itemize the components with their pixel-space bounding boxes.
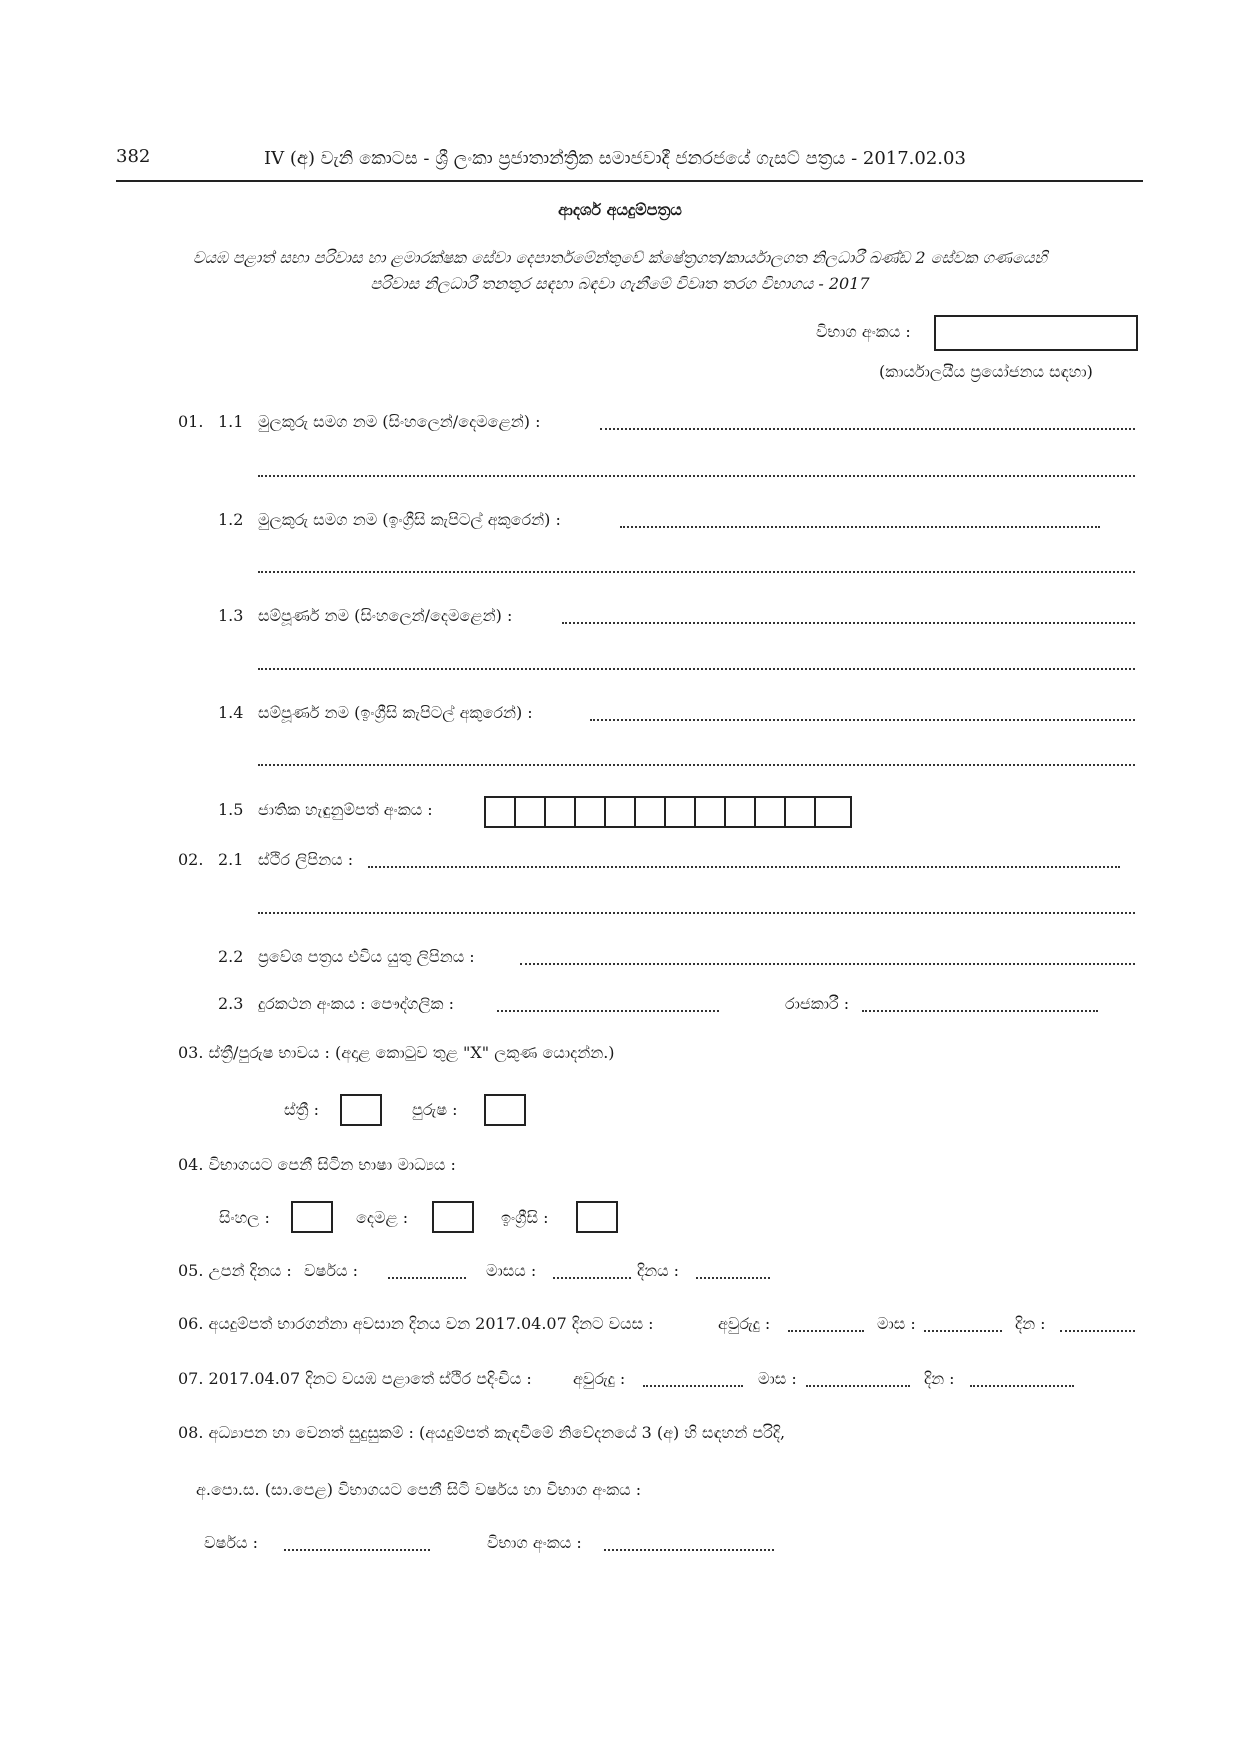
form-subtitle-line2: පරිවාස නිලධාරී තනතුර සඳහා බඳවා ගැනීමේ විවෘත තරග විභාගය - 2017 [370, 274, 870, 293]
q01-4-number: 1.4 [218, 703, 244, 722]
age-months-field[interactable] [924, 1330, 1002, 1332]
residence-months-field[interactable] [806, 1385, 910, 1387]
q01-5-number: 1.5 [218, 800, 244, 819]
medium-english-label: ඉංග්‍රීසි : [501, 1208, 549, 1227]
full-name-sinhala-label: සම්පූර්ණ නම (සිංහලෙන්/දෙමළෙන්) : [258, 606, 513, 625]
dob-day-label: දිනය : [637, 1261, 680, 1280]
exam-number-label: විභාග අංකය : [816, 322, 911, 341]
dob-day-field[interactable] [696, 1277, 770, 1279]
nic-digit-box[interactable] [726, 798, 756, 826]
admission-address-field[interactable] [520, 963, 1135, 965]
form-title: ආදර්ශ අයදුම්පත්‍රය [558, 200, 682, 219]
phone-office-label: රාජකාරී : [785, 994, 850, 1013]
age-days-field[interactable] [1060, 1330, 1135, 1332]
permanent-address-field-line2[interactable] [258, 912, 1135, 914]
medium-label: 04. විභාගයට පෙනී සිටින භාෂා මාධ්‍යය : [178, 1155, 456, 1174]
nic-digit-box[interactable] [636, 798, 666, 826]
name-initials-sinhala-label: මුලකුරු සමග නම (සිංහලෙන්/දෙමළෙන්) : [258, 412, 541, 431]
gender-label: 03. ස්ත්‍රී/පුරුෂ භාවය : (අදාළ කොටුව තුළ "X" ලකුණ යොදන්න.) [178, 1043, 615, 1062]
full-name-english-field-line2[interactable] [258, 764, 1135, 766]
phone-personal-label: දුරකථන අංකය : පෞද්ගලික : [258, 994, 454, 1013]
q01-2-number: 1.2 [218, 510, 244, 529]
ol-year-label: වර්ෂය : [204, 1533, 258, 1552]
age-label: 06. අයදුම්පත් භාරගන්නා අවසාන දිනය වන 2017.04.07 දිනට වයස : [178, 1314, 654, 1333]
age-years-label: අවුරුදු : [718, 1314, 771, 1333]
q01-1-number: 1.1 [218, 412, 244, 431]
nic-digit-box[interactable] [606, 798, 636, 826]
ol-exam-number-label: විභාග අංකය : [487, 1533, 582, 1552]
name-initials-english-field[interactable] [620, 526, 1100, 528]
full-name-sinhala-field-line2[interactable] [258, 668, 1135, 670]
age-days-label: දින : [1015, 1314, 1046, 1333]
dob-label: 05. උපන් දිනය : [178, 1261, 292, 1280]
age-months-label: මාස : [877, 1314, 916, 1333]
residence-days-label: දින : [924, 1369, 955, 1388]
nic-digit-box[interactable] [786, 798, 816, 826]
residence-label: 07. 2017.04.07 දිනට වයඹ පළාතේ ස්ථිර පදිංචිය : [178, 1369, 532, 1388]
medium-english-checkbox[interactable] [576, 1201, 618, 1233]
header-rule [116, 180, 1143, 182]
residence-years-label: අවුරුදු : [573, 1369, 626, 1388]
medium-tamil-checkbox[interactable] [432, 1201, 474, 1233]
nic-digit-box[interactable] [816, 798, 846, 826]
female-checkbox[interactable] [340, 1094, 382, 1126]
phone-personal-field[interactable] [497, 1010, 719, 1012]
full-name-english-field[interactable] [590, 719, 1135, 721]
phone-office-field[interactable] [862, 1010, 1098, 1012]
nic-digit-box[interactable] [666, 798, 696, 826]
nic-digit-box[interactable] [486, 798, 516, 826]
dob-month-field[interactable] [553, 1277, 631, 1279]
q01-number: 01. [178, 412, 204, 431]
q02-2-number: 2.2 [218, 947, 244, 966]
dob-month-label: මාසය : [486, 1261, 537, 1280]
name-initials-english-label: මුලකුරු සමග නම (ඉංග්‍රීසි කැපිටල් අකුරෙන්) : [258, 510, 561, 529]
office-use-note: (කාර්යාලයීය ප්‍රයෝජනය සඳහා) [879, 362, 1093, 381]
qualifications-label: 08. අධ්‍යාපන හා වෙනත් සුදුසුකම් : (අයදුම්පත් කැඳවීමේ නිවේදනයේ 3 (අ) හි සඳහන් පරිදි, [178, 1423, 786, 1442]
nic-digit-box[interactable] [756, 798, 786, 826]
q02-3-number: 2.3 [218, 994, 244, 1013]
ol-year-field[interactable] [284, 1549, 430, 1551]
full-name-sinhala-field[interactable] [562, 622, 1135, 624]
nic-number-boxes[interactable] [484, 796, 852, 828]
q01-3-number: 1.3 [218, 606, 244, 625]
permanent-address-field[interactable] [368, 866, 1120, 868]
dob-year-label: වර්ෂය : [304, 1261, 358, 1280]
nic-digit-box[interactable] [546, 798, 576, 826]
full-name-english-label: සම්පූර්ණ නම (ඉංග්‍රීසි කැපිටල් අකුරෙන්) : [258, 703, 533, 722]
male-label: පුරුෂ : [412, 1100, 458, 1119]
medium-tamil-label: දෙමළ : [356, 1208, 409, 1227]
nic-digit-box[interactable] [696, 798, 726, 826]
q02-1-number: 2.1 [218, 850, 244, 869]
male-checkbox[interactable] [484, 1094, 526, 1126]
name-initials-sinhala-field[interactable] [600, 428, 1135, 430]
residence-years-field[interactable] [643, 1385, 743, 1387]
name-initials-english-field-line2[interactable] [258, 571, 1135, 573]
ol-exam-line: අ.පො.ස. (සා.පෙළ) විභාගයට පෙනී සිටි වර්ෂය හා විභාග අංකය : [196, 1480, 642, 1499]
running-title: IV (අ) වැනි කොටස - ශ්‍රී ලංකා ප්‍රජාතාන්ත්‍රික සමාජවාදී ජනරජයේ ගැසට් පත්‍රය - 2017.02.03 [264, 148, 966, 169]
medium-sinhala-label: සිංහල : [219, 1208, 270, 1227]
exam-number-box[interactable] [934, 315, 1138, 351]
nic-digit-box[interactable] [576, 798, 606, 826]
residence-months-label: මාස : [758, 1369, 797, 1388]
page-number: 382 [116, 146, 151, 167]
nic-digit-box[interactable] [516, 798, 546, 826]
nic-number-label: ජාතික හැඳුනුම්පත් අංකය : [258, 800, 433, 819]
female-label: ස්ත්‍රී : [284, 1100, 319, 1119]
dob-year-field[interactable] [388, 1277, 466, 1279]
permanent-address-label: ස්ථිර ලිපිනය : [258, 850, 354, 869]
age-years-field[interactable] [788, 1330, 864, 1332]
name-initials-sinhala-field-line2[interactable] [258, 475, 1135, 477]
residence-days-field[interactable] [970, 1385, 1074, 1387]
q02-number: 02. [178, 850, 204, 869]
admission-address-label: ප්‍රවේශ පත්‍රය එවිය යුතු ලිපිනය : [258, 947, 475, 966]
medium-sinhala-checkbox[interactable] [291, 1201, 333, 1233]
form-subtitle-line1: වයඹ පළාත් සභා පරිවාස හා ළමාරක්ෂක සේවා දෙපාර්තමේන්තුවේ ක්ෂේත්‍රගත/කාර්යාලගත නිලධාරී ඛණ්ඩ 2 සේවක ගණයෙහි [192, 248, 1047, 267]
ol-exam-number-field[interactable] [604, 1549, 774, 1551]
